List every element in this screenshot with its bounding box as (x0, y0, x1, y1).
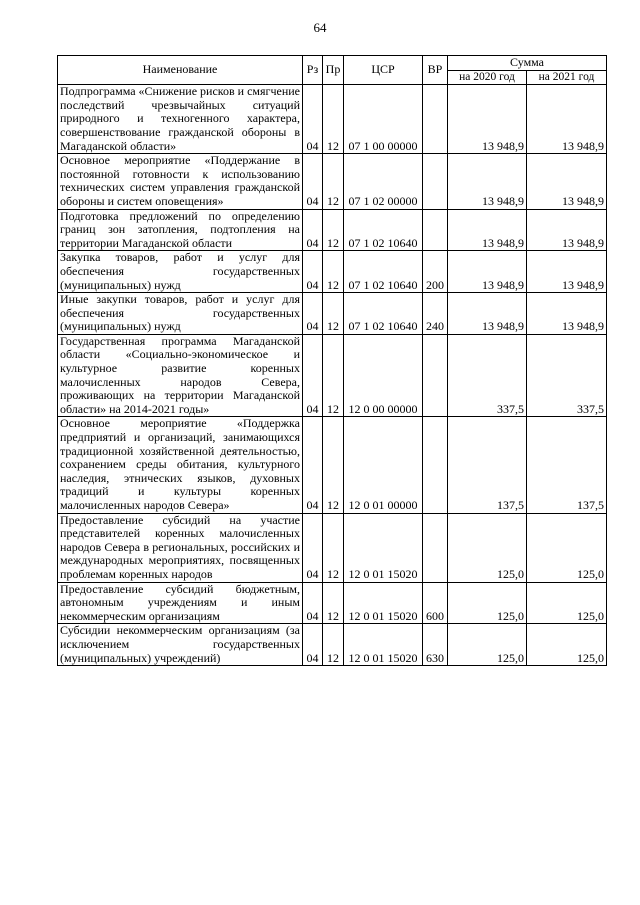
row-name: Основное мероприятие «Поддержание в постоянной готовности к использованию технических систем управления гражданской обороны и систем оповещения» (58, 154, 303, 209)
row-vr (423, 334, 448, 417)
row-csr: 07 1 02 10640 (344, 209, 423, 251)
page-number: 64 (313, 20, 327, 35)
row-vr (423, 417, 448, 513)
row-name: Предоставление субсидий на участие представителей коренных малочисленных народов Севера в региональных, российских и международных мероприятиях, посвященных проблемам коренных народов (58, 513, 303, 582)
header-csr: ЦСР (344, 56, 423, 85)
row-sum-2020: 13 948,9 (448, 251, 527, 293)
row-pr: 12 (323, 293, 344, 335)
table-row (58, 334, 607, 417)
budget-table (57, 55, 607, 666)
row-sum-2021: 125,0 (527, 513, 607, 582)
row-sum-2020: 13 948,9 (448, 209, 527, 251)
header-name: Наименование (58, 56, 303, 85)
row-sum-2020: 13 948,9 (448, 154, 527, 209)
row-vr: 200 (423, 251, 448, 293)
table-row (58, 417, 607, 513)
row-sum-2021: 125,0 (527, 624, 607, 666)
row-sum-2020: 137,5 (448, 417, 527, 513)
table-row (58, 293, 607, 335)
row-csr: 12 0 00 00000 (344, 334, 423, 417)
row-pr: 12 (323, 85, 344, 154)
row-sum-2020: 125,0 (448, 513, 527, 582)
row-sum-2020: 337,5 (448, 334, 527, 417)
header-sum: Сумма (448, 56, 607, 71)
row-sum-2020: 125,0 (448, 582, 527, 624)
row-pr: 12 (323, 582, 344, 624)
row-rz: 04 (303, 334, 323, 417)
row-sum-2021: 13 948,9 (527, 209, 607, 251)
row-vr: 240 (423, 293, 448, 335)
table-row (58, 85, 607, 154)
row-sum-2021: 137,5 (527, 417, 607, 513)
row-sum-2021: 13 948,9 (527, 251, 607, 293)
row-pr: 12 (323, 334, 344, 417)
header-pr: Пр (323, 56, 344, 85)
row-pr: 12 (323, 417, 344, 513)
row-pr: 12 (323, 154, 344, 209)
table-row (58, 251, 607, 293)
row-sum-2021: 13 948,9 (527, 154, 607, 209)
table-body (58, 85, 607, 666)
row-rz: 04 (303, 624, 323, 666)
header-rz: Рз (303, 56, 323, 85)
row-sum-2021: 13 948,9 (527, 85, 607, 154)
row-csr: 12 0 01 00000 (344, 417, 423, 513)
row-rz: 04 (303, 85, 323, 154)
row-sum-2021: 125,0 (527, 582, 607, 624)
row-sum-2020: 13 948,9 (448, 293, 527, 335)
row-name: Подпрограмма «Снижение рисков и смягчение последствий чрезвычайных ситуаций природного и техногенного характера, совершенствование гражданской обороны в Магаданской области» (58, 85, 303, 154)
row-name: Подготовка предложений по определению границ зон затопления, подтопления на территории Магаданской области (58, 209, 303, 251)
row-vr (423, 209, 448, 251)
table-row (58, 624, 607, 666)
row-vr: 630 (423, 624, 448, 666)
row-sum-2020: 13 948,9 (448, 85, 527, 154)
row-sum-2020: 125,0 (448, 624, 527, 666)
table-row (58, 154, 607, 209)
row-csr: 07 1 00 00000 (344, 85, 423, 154)
row-csr: 07 1 02 10640 (344, 293, 423, 335)
row-name: Закупка товаров, работ и услуг для обеспечения государственных (муниципальных) нужд (58, 251, 303, 293)
row-vr (423, 513, 448, 582)
row-pr: 12 (323, 209, 344, 251)
row-pr: 12 (323, 251, 344, 293)
row-rz: 04 (303, 417, 323, 513)
row-pr: 12 (323, 624, 344, 666)
row-sum-2021: 337,5 (527, 334, 607, 417)
row-rz: 04 (303, 154, 323, 209)
table-row (58, 582, 607, 624)
row-vr (423, 85, 448, 154)
table-row (58, 513, 607, 582)
row-csr: 07 1 02 00000 (344, 154, 423, 209)
table-row (58, 209, 607, 251)
row-vr: 600 (423, 582, 448, 624)
row-rz: 04 (303, 513, 323, 582)
row-rz: 04 (303, 209, 323, 251)
row-name: Предоставление субсидий бюджетным, автономным учреждениям и иным некоммерческим организациям (58, 582, 303, 624)
row-sum-2021: 13 948,9 (527, 293, 607, 335)
row-name: Иные закупки товаров, работ и услуг для обеспечения государственных (муниципальных) нужд (58, 293, 303, 335)
header-vr: ВР (423, 56, 448, 85)
row-pr: 12 (323, 513, 344, 582)
row-csr: 12 0 01 15020 (344, 624, 423, 666)
row-csr: 12 0 01 15020 (344, 582, 423, 624)
row-rz: 04 (303, 251, 323, 293)
row-csr: 12 0 01 15020 (344, 513, 423, 582)
row-name: Государственная программа Магаданской области «Социально-экономическое и культурное развитие коренных малочисленных народов Севера, проживающих на территории Магаданской области» на 2014-2021 годы» (58, 334, 303, 417)
row-name: Основное мероприятие «Поддержка предприятий и организаций, занимающихся традиционной хозяйственной деятельностью, сохранением среды обитания, культурного наследия, этнических языков, духовных традиций и культуры коренных малочисленных народов Севера» (58, 417, 303, 513)
header-year-2021: на 2021 год (527, 70, 607, 85)
row-rz: 04 (303, 293, 323, 335)
row-csr: 07 1 02 10640 (344, 251, 423, 293)
row-rz: 04 (303, 582, 323, 624)
header-row-top (58, 56, 607, 71)
row-vr (423, 154, 448, 209)
header-year-2020: на 2020 год (448, 70, 527, 85)
row-name: Субсидии некоммерческим организациям (за исключением государственных (муниципальных) учреждений) (58, 624, 303, 666)
